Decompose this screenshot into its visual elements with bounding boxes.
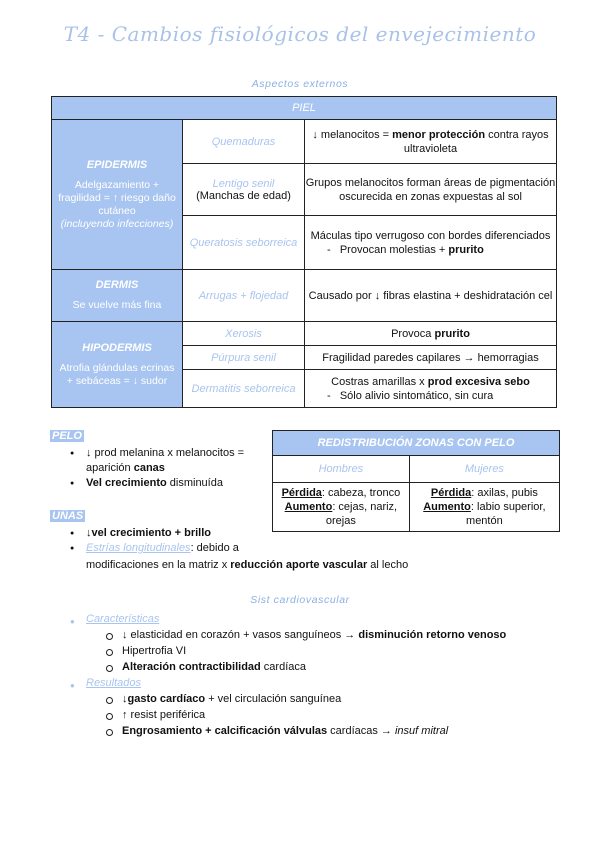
list-item: ↓ elasticidad en corazón + vasos sanguíneos → disminución retorno venoso xyxy=(122,629,507,641)
cond-lentigo: Lentigo senil (Manchas de edad) xyxy=(183,164,305,216)
epidermis-cell xyxy=(52,120,183,270)
cond-dermatitis: Dermatitis seborreica xyxy=(183,370,305,408)
desc-arrugas: Causado por ↓ fibras elastina + deshidratación cel xyxy=(305,270,557,322)
bullet: ● xyxy=(70,681,75,690)
cond-xerosis: Xerosis xyxy=(183,322,305,346)
desc-xerosis: Provoca prurito xyxy=(305,322,557,346)
hipodermis-desc: Atrofia glándulas ecrinas + sebáceas = ↓ sudor xyxy=(59,361,175,387)
resultados-heading: Resultados xyxy=(86,677,142,689)
section-title-cardio: Sist cardiovascular xyxy=(250,594,350,606)
desc-purpura: Fragilidad paredes capilares → hemorragias xyxy=(305,346,557,370)
bullet xyxy=(106,729,113,736)
list-item: Hipertrofia VI xyxy=(122,645,187,657)
list-item: ↓gasto cardíaco + vel circulación sanguínea xyxy=(122,693,342,705)
desc-dermatitis: Costras amarillas x prod excesiva sebo - Sólo alivio sintomático, sin cura xyxy=(305,370,557,408)
cond-purpura: Púrpura senil xyxy=(183,346,305,370)
dermis-title: DERMIS xyxy=(95,279,139,291)
cell-hombres: Pérdida: cabeza, tronco Aumento: cejas, nariz, orejas xyxy=(273,483,410,532)
pelo-heading: PELO xyxy=(52,430,82,442)
list-item: ↑ resist periférica xyxy=(122,709,206,721)
cond-queratosis: Queratosis seborreica xyxy=(183,216,305,270)
bullet xyxy=(106,697,113,704)
bullet xyxy=(106,665,113,672)
epidermis-desc: Adelgazamiento + fragilidad = ↑ riesgo daño cutáneo xyxy=(58,178,176,217)
bullet xyxy=(106,633,113,640)
cell-mujeres: Pérdida: axilas, pubis Aumento: labio superior, mentón xyxy=(409,483,559,532)
col-hombres: Hombres xyxy=(273,456,410,483)
bullet: ● xyxy=(70,617,75,626)
hipodermis-cell xyxy=(52,322,183,408)
bullet xyxy=(106,713,113,720)
list-item: Alteración contractibilidad cardíaca xyxy=(122,661,306,673)
col-mujeres: Mujeres xyxy=(409,456,559,483)
cond-quemaduras: Quemaduras xyxy=(183,120,305,164)
page-title: T4 - Cambios fisiológicos del envejecimiento xyxy=(63,22,537,46)
list-item: ● ↓ prod melanina x melanocitos = aparición canas xyxy=(50,446,280,476)
caracteristicas-heading: Características xyxy=(86,613,160,625)
redistribucion-table xyxy=(272,430,560,532)
redistribucion-header: REDISTRIBUCIÓN ZONAS CON PELO xyxy=(273,431,560,456)
desc-lentigo: Grupos melanocitos forman áreas de pigmentación oscurecida en zonas expuestas al sol xyxy=(305,164,557,216)
dermis-cell xyxy=(52,270,183,322)
hipodermis-title: HIPODERMIS xyxy=(82,341,152,354)
list-item: Engrosamiento + calcificación válvulas cardíacas → insuf mitral xyxy=(122,725,449,737)
unas-heading: UÑAS xyxy=(52,510,84,522)
bullet xyxy=(106,649,113,656)
list-item: ● Estrías longitudinales: debido a xyxy=(50,541,500,556)
desc-queratosis: Máculas tipo verrugoso con bordes diferenciados - Provocan molestias + prurito xyxy=(305,216,557,270)
epidermis-title: EPIDERMIS xyxy=(86,158,148,171)
piel-header: PIEL xyxy=(52,97,557,120)
list-item: ● ↓vel crecimiento + brillo xyxy=(50,526,500,541)
desc-quemaduras: ↓ melanocitos = menor protección contra rayos ultravioleta xyxy=(305,120,557,164)
piel-table xyxy=(51,96,557,408)
list-item: ● Vel crecimiento disminuída xyxy=(50,476,280,491)
unas-item-continuation: modificaciones en la matriz x reducción aporte vascular al lecho xyxy=(86,559,409,571)
pelo-list xyxy=(50,446,280,491)
section-title-aspectos: Aspectos externos xyxy=(251,78,349,90)
dermis-desc: Se vuelve más fina xyxy=(72,299,162,311)
cond-arrugas: Arrugas + flojedad xyxy=(183,270,305,322)
epidermis-desc-2: (incluyendo infecciones) xyxy=(60,217,174,230)
